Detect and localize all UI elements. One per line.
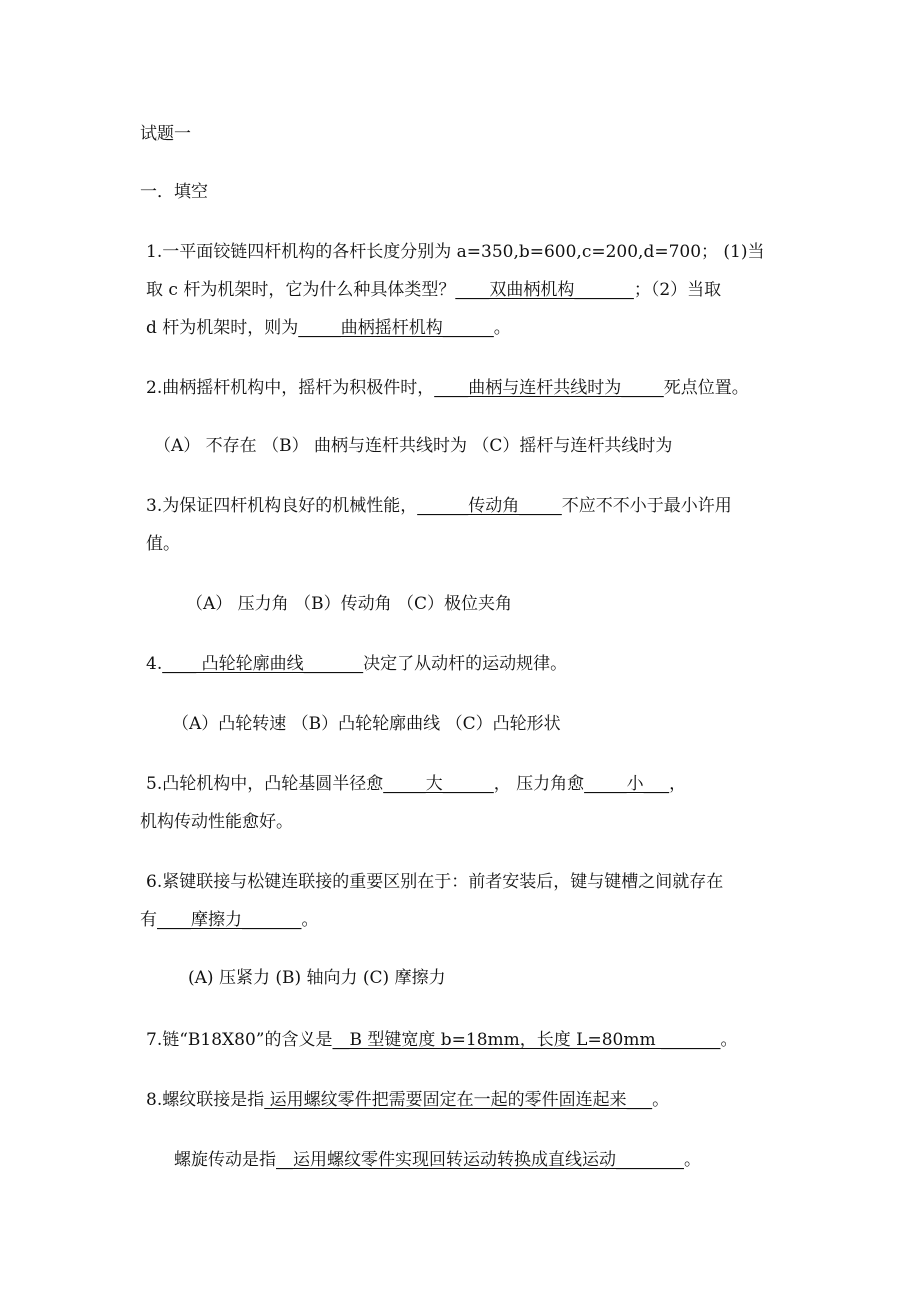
- q5-line1: [146, 772, 686, 796]
- q2-answer: ____曲柄与连杆共线时为_____: [434, 378, 664, 398]
- exam-title: 试题一: [140, 124, 191, 144]
- q8-line1: [146, 1088, 669, 1112]
- q6-tail: 。: [301, 910, 319, 930]
- q3-answer: ______传动角_____: [417, 496, 562, 516]
- q6-options: (A) 压紧力 (B) 轴向力 (C) 摩擦力: [188, 968, 446, 988]
- q3-line2: 值。: [146, 534, 180, 554]
- q8-line2: [174, 1148, 701, 1172]
- q1-line1: 1.一平面铰链四杆机构的各杆长度分别为 a=350,b=600,c=200,d=700； (1)当: [146, 242, 765, 262]
- q1-line3-tail: 。: [493, 318, 511, 338]
- q5-tail: ，: [669, 774, 687, 794]
- q7-text: 7.链“B18X80”的含义是: [146, 1030, 333, 1050]
- q6-answer: ____摩擦力_______: [157, 910, 302, 930]
- q4-text: 决定了从动杆的运动规律。: [363, 654, 568, 674]
- q5-line2: 机构传动性能愈好。: [140, 812, 293, 832]
- q3-tail: 不应不不小于最小许用: [561, 496, 732, 516]
- q1-line2-tail: ；（2）当取: [633, 280, 722, 300]
- q1-line2: [146, 278, 721, 302]
- q1-answer2: _____曲柄摇杆机构______: [298, 318, 494, 338]
- q1-line3-text: d 杆为机架时，则为: [146, 318, 299, 338]
- q3-options: （A） 压力角 （B）传动角 （C）极位夹角: [186, 594, 512, 614]
- q7-line: [146, 1028, 737, 1052]
- q4-options: （A）凸轮转速 （B）凸轮轮廓曲线 （C）凸轮形状: [172, 714, 561, 734]
- q7-tail: 。: [720, 1030, 738, 1050]
- q4-answer: ____ 凸轮轮廓曲线_______: [162, 654, 364, 674]
- q2-line: [146, 376, 749, 400]
- q1-answer1: ____双曲柄机构_______: [455, 280, 634, 300]
- q6-line1: 6.紧键联接与松键连联接的重要区别在于：前者安装后，键与键槽之间就存在: [146, 872, 724, 892]
- q7-answer: __B 型键宽度 b=18mm，长度 L=80mm _______: [332, 1030, 721, 1050]
- q8-line2-text: 螺旋传动是指: [174, 1150, 276, 1170]
- q5-answer1: _____大______: [383, 774, 494, 794]
- section-heading: 一．填空: [140, 182, 208, 202]
- q6-text: 有: [140, 910, 157, 930]
- q5-answer2: _____小___: [584, 774, 670, 794]
- q1-line3: [146, 316, 511, 340]
- q8-answer1: 运用螺纹零件把需要固定在一起的零件固连起来___: [264, 1090, 653, 1110]
- q8-answer2: __运用螺纹零件实现回转运动转换成直线运动________: [276, 1150, 684, 1170]
- q8-tail: 。: [652, 1090, 670, 1110]
- q2-options: （A） 不存在 （B） 曲柄与连杆共线时为 （C）摇杆与连杆共线时为: [154, 436, 673, 456]
- q8-text: 8.螺纹联接是指: [146, 1090, 265, 1110]
- q1-line2-text: 取 c 杆为机架时，它为什么种具体类型？: [146, 280, 456, 300]
- q5-mid: ， 压力角愈: [493, 774, 585, 794]
- q3-line1: [146, 494, 732, 518]
- q4-number: 4.: [146, 654, 163, 674]
- q8-line2-tail: 。: [684, 1150, 701, 1170]
- q2-text: 2.曲柄摇杆机构中，摇杆为积极件时，: [146, 378, 435, 398]
- q6-line2: [140, 908, 319, 932]
- q2-tail: 死点位置。: [663, 378, 749, 398]
- q5-text: 5.凸轮机构中，凸轮基圆半径愈: [146, 774, 384, 794]
- q4-line: [146, 652, 567, 676]
- q3-text: 3.为保证四杆机构良好的机械性能，: [146, 496, 418, 516]
